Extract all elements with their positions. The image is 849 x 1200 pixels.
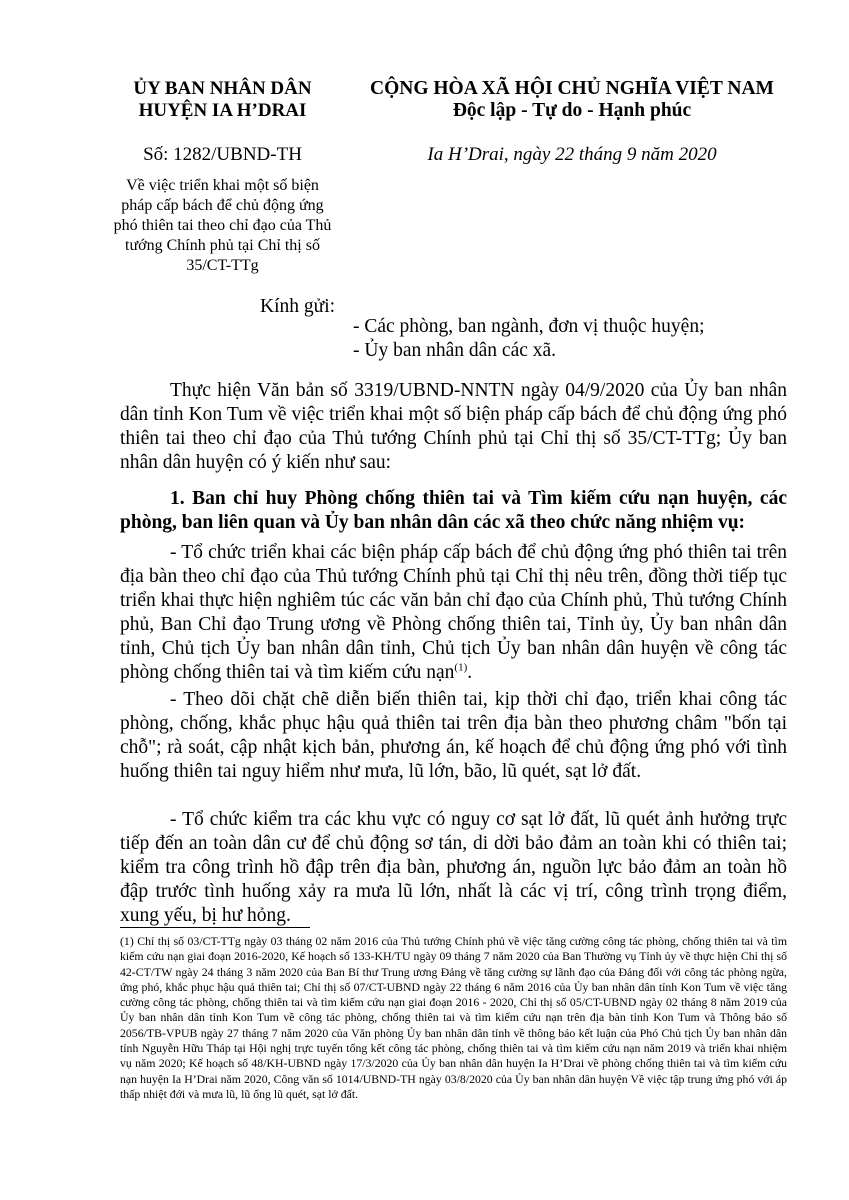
intro-paragraph [120,379,787,475]
greeting: Kính gửi: [260,296,336,317]
para2-text: - Theo dõi chặt chẽ diễn biến thiên tai, kịp thời chỉ đạo, triển khai công tác phòng, chống, khắc phục hậu quả thiên tai trên địa bàn theo phương châm "bốn tại chỗ"; rà soát, cập nhật kịch bản, phương án, kế hoạch để chủ động ứng phó với tình huống thiên tai nguy hiểm như mưa, lũ lớn, bão, lũ quét, sạt lở đất. [120,689,787,782]
document-date: Ia H’Drai, ngày 22 tháng 9 năm 2020 [427,144,717,165]
body-paragraph [120,808,787,928]
recipient-item: - Ủy ban nhân dân các xã. [353,340,557,361]
issuing-organization [100,78,345,122]
body-paragraph [120,688,787,784]
para3-text: - Tổ chức kiểm tra các khu vực có nguy cơ sạt lở đất, lũ quét ảnh hưởng trực tiếp đến an toàn dân cư để chủ động sơ tán, di dời bảo đảm an toàn khi có thiên tai; kiểm tra công trình hồ đập trên địa bàn, phương án, nguồn lực bảo đảm an toàn hồ đập trước tình huống xảy ra mưa lũ lớn, nhất là các vị trí, công trình trọng điểm, xung yếu, bị hư hỏng. [120,809,787,926]
nation-name: CỘNG HÒA XÃ HỘI CHỦ NGHĨA VIỆT NAM [370,78,774,99]
recipient-item: - Các phòng, ban ngành, đơn vị thuộc huyện; [353,316,705,337]
footnote-marker: (1) [120,934,134,948]
document-number: Số: 1282/UBND-TH [143,144,302,165]
footnote-reference: (1) [454,661,468,674]
section1-heading: 1. Ban chỉ huy Phòng chống thiên tai và Tìm kiếm cứu nạn huyện, các phòng, ban liên quan và Ủy ban nhân dân các xã theo chức năng nhiệm vụ: [120,488,787,533]
document-subject: Về việc triển khai một số biện pháp cấp bách để chủ động ứng phó thiên tai theo chỉ đạo của Thủ tướng Chính phủ tại Chỉ thị số 35/CT-TTg [113,177,332,274]
footnote [120,934,787,1102]
body-paragraph [120,541,787,685]
org-name-line1: ỦY BAN NHÂN DÂN [133,78,312,99]
para1-text: - Tổ chức triển khai các biện pháp cấp bách để chủ động ứng phó thiên tai trên địa bàn theo chỉ đạo của Thủ tướng Chính phủ tại Chỉ thị nêu trên, đồng thời tiếp tục triển khai thực hiện nghiêm túc các văn bản chỉ đạo của Chính phủ, Thủ tướng Chính phủ, Ban Chỉ đạo Trung ương về Phòng chống thiên tai, Tỉnh ủy, Ủy ban nhân dân tỉnh, Chủ tịch Ủy ban nhân dân tỉnh, Chủ tịch Ủy ban nhân dân huyện về công tác phòng chống thiên tai và tìm kiếm cứu nạn [120,542,787,683]
intro-text: Thực hiện Văn bản số 3319/UBND-NNTN ngày 04/9/2020 của Ủy ban nhân dân tỉnh Kon Tum về việc triển khai một số biện pháp cấp bách để chủ động ứng phó thiên tai theo chỉ đạo của Thủ tướng Chính phủ tại Chỉ thị số 35/CT-TTg; Ủy ban nhân dân huyện có ý kiến như sau: [120,380,787,473]
footnote-text: Chỉ thị số 03/CT-TTg ngày 03 tháng 02 năm 2016 của Thủ tướng Chính phủ về việc tăng cường công tác phòng, chống thiên tai và tìm kiếm cứu nạn giai đoạn 2016-2020, Kế hoạch số 133-KH/TU ngày 09 tháng 7 năm 2020 của Ban Thường vụ Tỉnh ủy về thực hiện Chỉ thị số 42-CT/TW ngày 24 tháng 3 năm 2020 của Ban Bí thư Trung ương Đảng về tăng cường sự lãnh đạo của Đảng đối với công tác phòng ngừa, ứng phó, khắc phục hậu quả thiên tai; Chỉ thị số 07/CT-UBND ngày 22 tháng 6 năm 2016 của Ủy ban nhân dân tỉnh Kon Tum về việc tăng cường công tác phòng, chống thiên tai và tìm kiếm cứu nạn giai đoạn 2016 - 2020, Chỉ thị số 05/CT-UBND ngày 02 tháng 8 năm 2019 của Ủy ban nhân dân tỉnh Kon Tum về công tác phòng, chống thiên tai và tìm kiếm cứu nạn trên địa bàn tỉnh Kon Tum và Thông báo số 2056/TB-VPUB ngày 27 tháng 7 năm 2020 của Văn phòng Ủy ban nhân dân tỉnh về thông báo kết luận của Phó Chủ tịch Ủy ban nhân dân tỉnh Nguyễn Hữu Tháp tại Hội nghị trực tuyến tổng kết công tác phòng, chống thiên tai và tìm kiếm cứu nạn năm 2019 và triển khai nhiệm vụ năm 2020; Kế hoạch số 48/KH-UBND ngày 17/3/2020 của Ủy ban nhân dân huyện Ia H’Drai về phòng chống thiên tai và tìm kiếm cứu nạn huyện Ia H’Drai năm 2020, Công văn số 1014/UBND-TH ngày 03/8/2020 của Ủy ban nhân dân huyện Về việc tập trung ứng phó với áp thấp nhiệt đới và mưa lũ, lũ ống lũ quét, sạt lở đất. [120,934,787,1101]
section-heading [120,487,787,535]
footnote-separator [120,927,310,928]
national-header [352,78,792,122]
org-name-line2: HUYỆN IA H’DRAI [138,100,307,121]
para1-end: . [467,662,473,683]
nation-motto: Độc lập - Tự do - Hạnh phúc [452,100,692,121]
